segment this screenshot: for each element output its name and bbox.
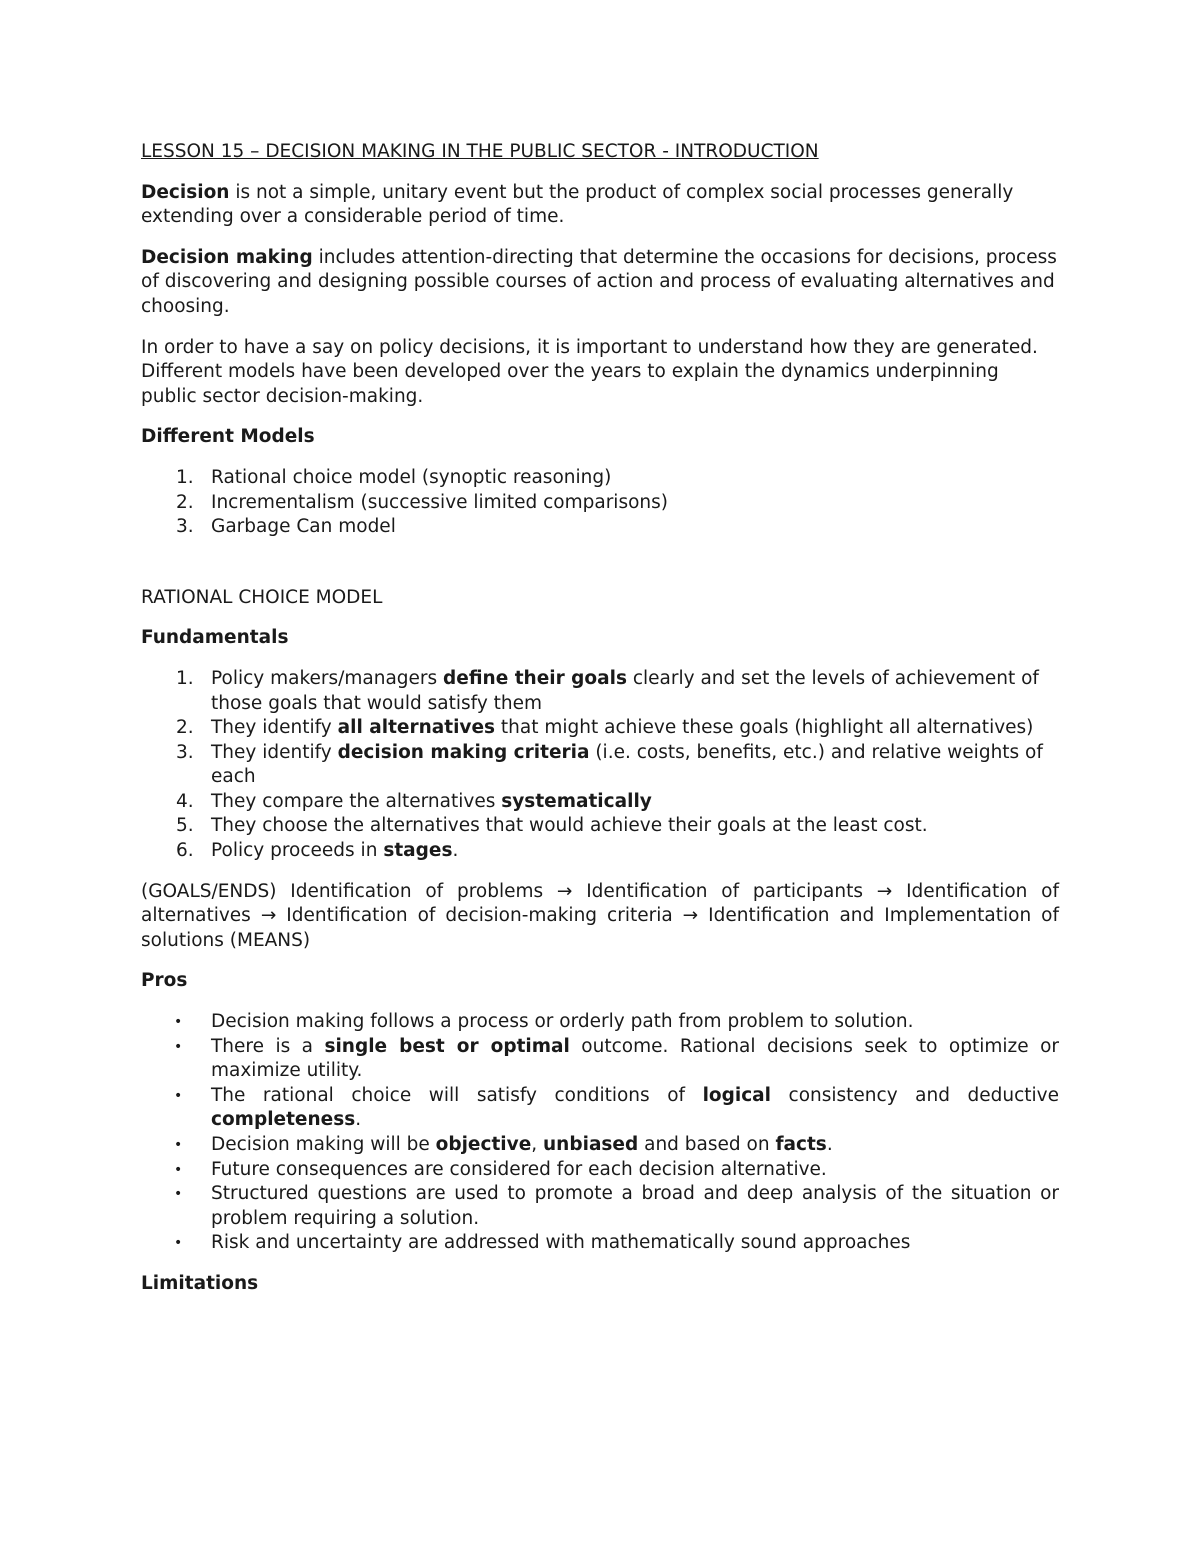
- list-item-text: that might achieve these goals (highlight all alternatives): [495, 717, 1034, 739]
- list-item-emphasis: completeness: [211, 1109, 356, 1131]
- list-item-text: Policy makers/managers: [211, 667, 444, 689]
- list-item: [141, 515, 1059, 540]
- list-item-text: clearly and set the levels of achievement of those goals that would satisfy them: [211, 667, 1039, 714]
- list-item-emphasis: unbiased: [543, 1134, 639, 1155]
- list-item: [141, 741, 1059, 790]
- list-item: [141, 1231, 1059, 1256]
- bullet-icon: •: [174, 1014, 183, 1031]
- list-item: [141, 1084, 1059, 1133]
- list-item-text: The rational choice will satisfy conditions of: [211, 1084, 703, 1106]
- document-page: [141, 140, 1059, 1313]
- decision-term: Decision: [141, 181, 230, 203]
- list-item-text: They identify: [211, 741, 338, 763]
- list-number: 4.: [176, 790, 194, 812]
- list-item-emphasis: objective: [435, 1134, 532, 1155]
- list-item-text: outcome. Rational decisions seek to optimize or maximize utility.: [211, 1035, 1059, 1082]
- page-title: LESSON 15 – DECISION MAKING IN THE PUBLIC SECTOR - INTRODUCTION: [141, 141, 819, 162]
- list-item-text: Structured questions are used to promote a broad and deep analysis of the situation or problem requiring a solution.: [211, 1183, 1059, 1229]
- list-item: [141, 466, 1059, 491]
- pros-list: [141, 1010, 1059, 1256]
- bullet-icon: •: [174, 1038, 183, 1055]
- decision-making-term: Decision making: [141, 246, 313, 268]
- list-item-emphasis: define their goals: [443, 667, 627, 689]
- list-item-text: Garbage Can model: [211, 516, 396, 538]
- list-item-emphasis: single best or optimal: [324, 1035, 570, 1057]
- list-number: 1.: [176, 667, 194, 689]
- list-item: [141, 1010, 1059, 1035]
- list-item-text: .: [826, 1134, 833, 1155]
- decision-definition: [141, 181, 1059, 230]
- bullet-icon: •: [174, 1137, 183, 1153]
- list-item-text: Decision making will be: [211, 1134, 436, 1155]
- decision-making-text: includes attention-directing that determine the occasions for decisions, process of discovering and designing possible courses of action and process of evaluating alternatives and choosing.: [141, 246, 1057, 317]
- list-item-text: Rational choice model (synoptic reasoning): [211, 466, 612, 488]
- list-item-text: There is a: [211, 1035, 325, 1057]
- list-item-emphasis: systematically: [501, 790, 652, 812]
- list-item-text: .: [355, 1109, 362, 1131]
- list-item: [141, 1158, 1059, 1183]
- list-item: [141, 1133, 1059, 1158]
- decision-text: is not a simple, unitary event but the product of complex social processes generally extending over a considerable period of time.: [141, 181, 1014, 228]
- pros-heading: Pros: [141, 970, 188, 992]
- bullet-icon: •: [174, 1186, 183, 1203]
- list-item-text: .: [452, 840, 459, 862]
- list-item-text: consistency and deductive: [771, 1084, 1059, 1106]
- list-number: 1.: [176, 466, 194, 488]
- models-list: [141, 466, 1059, 540]
- list-item-text: They compare the alternatives: [211, 790, 502, 812]
- list-item: [141, 814, 1059, 839]
- section-heading: RATIONAL CHOICE MODEL: [141, 586, 383, 608]
- list-number: 2.: [176, 717, 194, 739]
- list-item-text: Future consequences are considered for each decision alternative.: [211, 1158, 827, 1180]
- list-item-text: and based on: [638, 1134, 776, 1155]
- process-paragraph: (GOALS/ENDS) Identification of problems → Identification of participants → Identification of alternatives → Identification of decision-making criteria → Identification and Implementation of solutions (MEANS): [141, 880, 1059, 951]
- list-item-text: ,: [531, 1134, 544, 1155]
- list-number: 3.: [176, 516, 194, 538]
- list-item-text: Decision making follows a process or orderly path from problem to solution.: [211, 1011, 914, 1033]
- list-item-text: Risk and uncertainty are addressed with mathematically sound approaches: [211, 1232, 911, 1254]
- list-item: [141, 491, 1059, 516]
- list-number: 5.: [176, 815, 194, 837]
- bullet-icon: •: [174, 1235, 183, 1252]
- list-item-emphasis: decision making criteria: [337, 741, 590, 763]
- list-number: 2.: [176, 491, 194, 513]
- list-item: [141, 790, 1059, 815]
- list-item-text: (i.e. costs, benefits, etc.) and relative weights of each: [211, 741, 1043, 788]
- list-item-emphasis: facts: [775, 1134, 827, 1155]
- list-item-text: Incrementalism (successive limited comparisons): [211, 491, 668, 513]
- list-item: [141, 1182, 1059, 1231]
- policy-paragraph: In order to have a say on policy decisions, it is important to understand how they are generated. Different models have been developed over the years to explain the dynamics underpinning public sector decision-making.: [141, 336, 1038, 407]
- list-item: [141, 667, 1059, 716]
- list-number: 3.: [176, 741, 194, 763]
- list-item: [141, 1035, 1059, 1084]
- bullet-icon: •: [174, 1161, 183, 1178]
- list-item-emphasis: stages: [383, 840, 453, 862]
- bullet-icon: •: [174, 1087, 183, 1104]
- list-item-text: They choose the alternatives that would achieve their goals at the least cost.: [211, 815, 928, 837]
- list-item: [141, 839, 1059, 864]
- list-item-text: Policy proceeds in: [211, 840, 384, 862]
- list-item-emphasis: all alternatives: [337, 717, 496, 739]
- decision-making-definition: [141, 246, 1059, 320]
- limitations-heading: Limitations: [141, 1272, 259, 1294]
- list-item: [141, 716, 1059, 741]
- fundamentals-list: [141, 667, 1059, 864]
- list-item-emphasis: logical: [702, 1084, 771, 1106]
- blank-line: [141, 556, 1059, 586]
- list-item-text: They identify: [211, 717, 338, 739]
- list-number: 6.: [176, 840, 194, 862]
- fundamentals-heading: Fundamentals: [141, 627, 289, 649]
- models-heading: Different Models: [141, 426, 315, 448]
